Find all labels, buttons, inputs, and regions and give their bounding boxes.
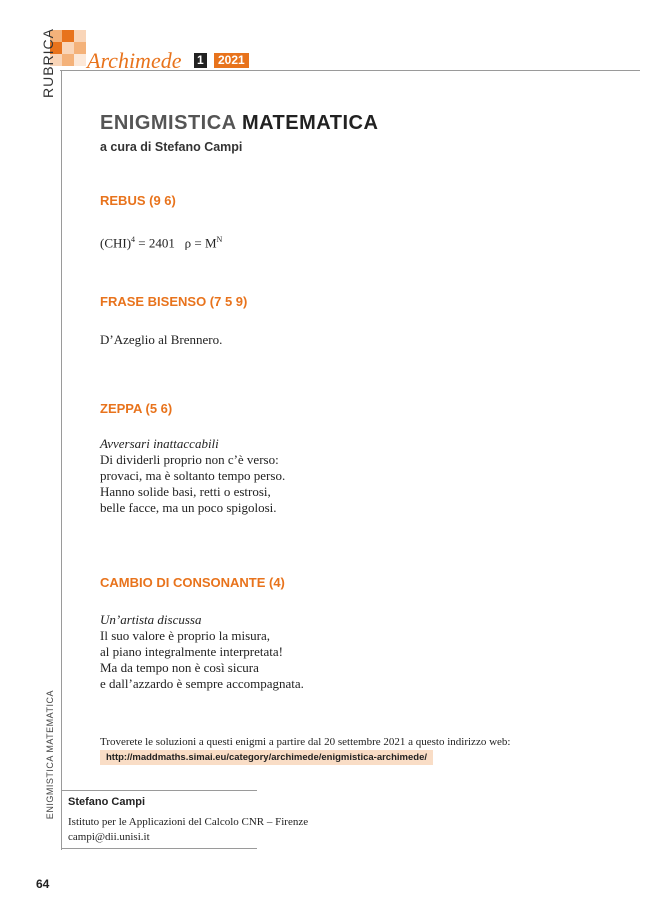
author-rule-top (62, 790, 257, 791)
title-part-1: ENIGMISTICA (100, 112, 236, 134)
poem-line: belle facce, ma un poco spigolosi. (100, 500, 277, 515)
left-margin-rule (61, 70, 62, 850)
poem-line: Il suo valore è proprio la misura, (100, 628, 271, 643)
rubrica-label: RUBRICA (40, 28, 56, 99)
author-affiliation: Istituto per le Applicazioni del Calcolo CNR – Firenze (68, 816, 309, 828)
solutions-note: Troverete le soluzioni a questi enigmi a partire dal 20 settembre 2021 a questo indirizzo web: (100, 736, 511, 748)
poem-line: e dall’azzardo è sempre accompagnata. (100, 676, 304, 691)
zeppa-poem (100, 436, 285, 516)
rebus-sup: N (216, 235, 223, 244)
page-subtitle: a cura di Stefano Campi (100, 140, 243, 154)
cambio-consonante-poem (100, 612, 304, 692)
section-title-rebus: REBUS (9 6) (100, 193, 176, 208)
zeppa-heading: Avversari inattaccabili (100, 436, 219, 451)
page-title (100, 112, 378, 135)
poem-line: Hanno solide basi, retti o estrosi, (100, 484, 271, 499)
rebus-formula (100, 232, 222, 251)
year-badge: 2021 (214, 53, 249, 68)
poem-line: provaci, ma è soltanto tempo perso. (100, 468, 286, 483)
rebus-sup: 4 (131, 235, 136, 244)
author-email[interactable]: campi@dii.unisi.it (68, 831, 150, 843)
frase-bisenso-text: D’Azeglio al Brennero. (100, 332, 223, 347)
author-rule-bottom (62, 848, 257, 849)
solutions-url-link[interactable]: http://maddmaths.simai.eu/category/archimede/enigmistica-archimede/ (100, 750, 433, 765)
rebus-part: (CHI) (100, 235, 132, 251)
author-name: Stefano Campi (68, 796, 146, 808)
rebus-part: = 2401 ρ = M (135, 235, 217, 251)
title-part-2: MATEMATICA (241, 112, 379, 134)
brand-title: Archimede (87, 48, 182, 73)
section-title-frase-bisenso: FRASE BISENSO (7 5 9) (100, 294, 248, 309)
issue-badge: 1 (194, 53, 207, 68)
poem-line: al piano integralmente interpretata! (100, 644, 283, 659)
page-number: 64 (36, 877, 50, 891)
side-section-label: ENIGMISTICA MATEMATICA (45, 690, 55, 820)
poem-line: Ma da tempo non è così sicura (100, 660, 259, 675)
cambio-heading: Un’artista discussa (100, 612, 202, 627)
poem-line: Di dividerli proprio non c’è verso: (100, 452, 279, 467)
section-title-zeppa: ZEPPA (5 6) (100, 401, 173, 416)
section-title-cambio-consonante: CAMBIO DI CONSONANTE (4) (100, 575, 285, 590)
